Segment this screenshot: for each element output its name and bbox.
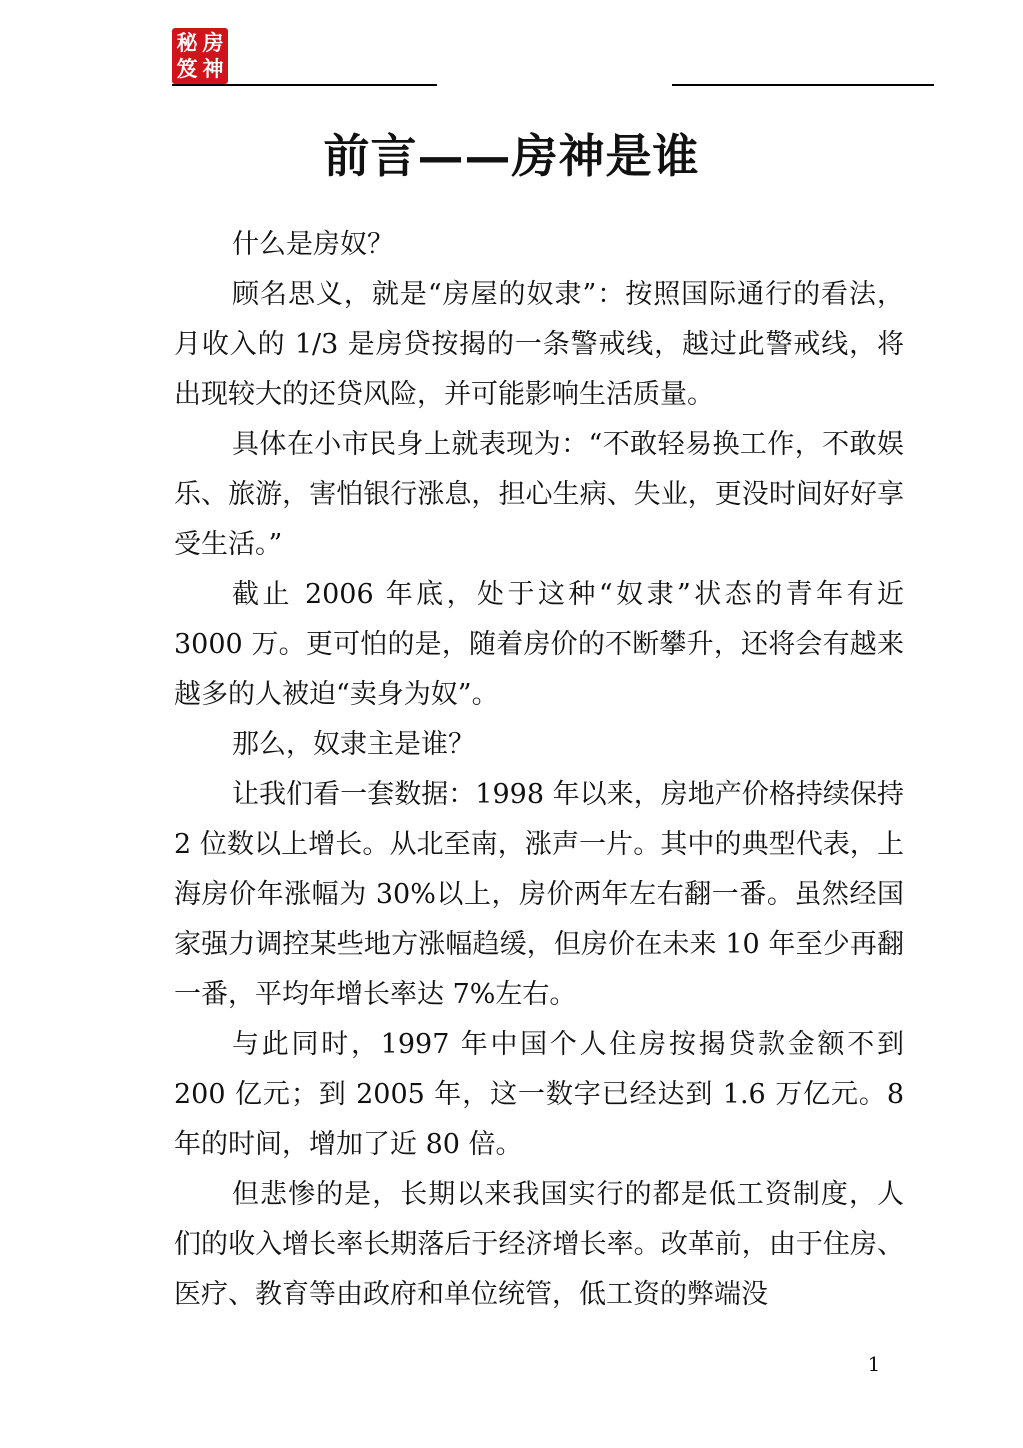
logo-char-4: 神 [202,57,224,81]
page-header [0,0,1023,100]
paragraph: 让我们看一套数据：1998 年以来，房地产价格持续保持 2 位数以上增长。从北至南，涨声一片。其中的典型代表，上海房价年涨幅为 30%以上，房价两年左右翻一番。虽然经国家强力调控某些地方涨幅趋缓，但房价在未来 10 年至少再翻一番，平均年增长率达 7%左右。 [174,779,904,1010]
paragraph: 那么，奴隶主是谁？ [232,729,475,760]
header-rule-right [672,84,934,86]
logo-char-3: 笈 [176,57,198,81]
paragraph: 具体在小市民身上就表现为：“不敢轻易换工作，不敢娱乐、旅游，害怕银行涨息，担心生病、失业，更没时间好好享受生活。” [174,429,904,560]
book-logo [172,28,228,84]
logo-char-1: 秘 [176,31,198,55]
paragraph: 但悲惨的是，长期以来我国实行的都是低工资制度，人们的收入增长率长期落后于经济增长率。改革前，由于住房、医疗、教育等由政府和单位统管，低工资的弊端没 [174,1179,904,1310]
paragraph: 什么是房奴？ [232,229,394,260]
body-text [174,220,904,1320]
logo-char-2: 房 [202,31,224,55]
paragraph: 顾名思义，就是“房屋的奴隶”：按照国际通行的看法，月收入的 1/3 是房贷按揭的一条警戒线，越过此警戒线，将出现较大的还贷风险，并可能影响生活质量。 [174,279,904,410]
paragraph: 截止 2006 年底，处于这种“奴隶”状态的青年有近 3000 万。更可怕的是，随着房价的不断攀升，还将会有越来越多的人被迫“卖身为奴”。 [174,579,904,710]
paragraph: 与此同时，1997 年中国个人住房按揭贷款金额不到 200 亿元；到 2005 年，这一数字已经达到 1.6 万亿元。8 年的时间，增加了近 80 倍。 [174,1029,904,1160]
page-number: 1 [867,1352,881,1376]
page-title: 前言——房神是谁 [323,129,700,183]
header-rule-left [172,84,437,86]
